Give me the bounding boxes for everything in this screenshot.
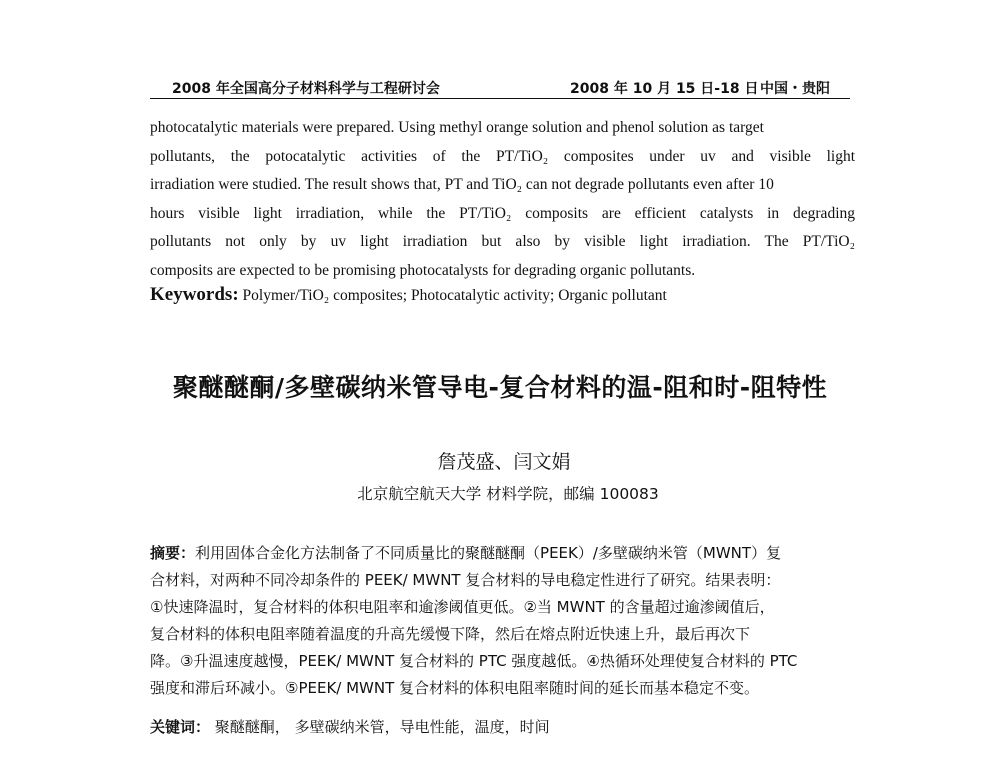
chinese-abstract-line: 降。③升温速度越慢，PEEK/ MWNT 复合材料的 PTC 强度越低。④热循环处理使复合材料的 PTC (150, 652, 798, 670)
english-keywords-text: Polymer/TiO₂ composites; Photocatalytic activity; Organic pollutant (242, 287, 667, 304)
chinese-keywords (150, 716, 865, 737)
english-abstract-line: pollutants, the potocatalytic activities of the PT/TiO₂ composites under uv and visible light (150, 147, 855, 165)
english-abstract-line: photocatalytic materials were prepared. Using methyl orange solution and phenol solution as target (150, 119, 764, 136)
chinese-abstract-line: 强度和滞后环减小。⑤PEEK/ MWNT 复合材料的体积电阻率随时间的延长而基本稳定不变。 (150, 679, 760, 697)
english-abstract (150, 114, 855, 286)
header-date: 2008 年 10 月 15 日-18 日 (570, 81, 759, 97)
chinese-keywords-label: 关键词： (150, 718, 211, 736)
article-title: 聚醚醚酮/多壁碳纳米管导电-复合材料的温-阻和时-阻特性 (172, 373, 828, 402)
header-location: 中国・贵阳 (760, 81, 830, 97)
english-abstract-line: irradiation were studied. The result shows that, PT and TiO₂ can not degrade pollutants even after 10 (150, 176, 774, 194)
running-header (150, 76, 850, 99)
chinese-keywords-text: 聚醚醚酮， 多壁碳纳米管，导电性能，温度，时间 (214, 718, 550, 736)
chinese-abstract-line (150, 540, 865, 567)
chinese-abstract-line: ①快速降温时，复合材料的体积电阻率和逾渗阈值更低。②当 MWNT 的含量超过逾渗阈值后， (150, 598, 775, 616)
chinese-abstract-label: 摘要： (150, 544, 196, 562)
english-abstract-line: composits are expected to be promising photocatalysts for degrading organic pollutants. (150, 261, 696, 279)
article-authors: 詹茂盛、闫文娟 (437, 451, 571, 473)
header-conference: 2008 年全国高分子材料科学与工程研讨会 (172, 81, 440, 97)
chinese-abstract-line: 复合材料的体积电阻率随着温度的升高先缓慢下降，然后在熔点附近快速上升，最后再次下 (150, 625, 751, 643)
article-affiliation: 北京航空航天大学 材料学院，邮编 100083 (357, 485, 659, 503)
english-keywords (150, 284, 855, 306)
chinese-abstract-first-line: 利用固体合金化方法制备了不同质量比的聚醚醚酮（PEEK）/多壁碳纳米管（MWNT）复 (195, 544, 782, 562)
english-abstract-line: pollutants not only by uv light irradiation but also by visible light irradiation. The PT/TiO₂ (150, 233, 855, 251)
chinese-abstract (150, 540, 865, 702)
chinese-abstract-line: 合材料，对两种不同冷却条件的 PEEK/ MWNT 复合材料的导电稳定性进行了研究。结果表明： (150, 571, 781, 589)
english-keywords-label: Keywords: (150, 284, 239, 305)
english-abstract-line: hours visible light irradiation, while the PT/TiO₂ composits are efficient catalysts in degrading (150, 204, 855, 222)
